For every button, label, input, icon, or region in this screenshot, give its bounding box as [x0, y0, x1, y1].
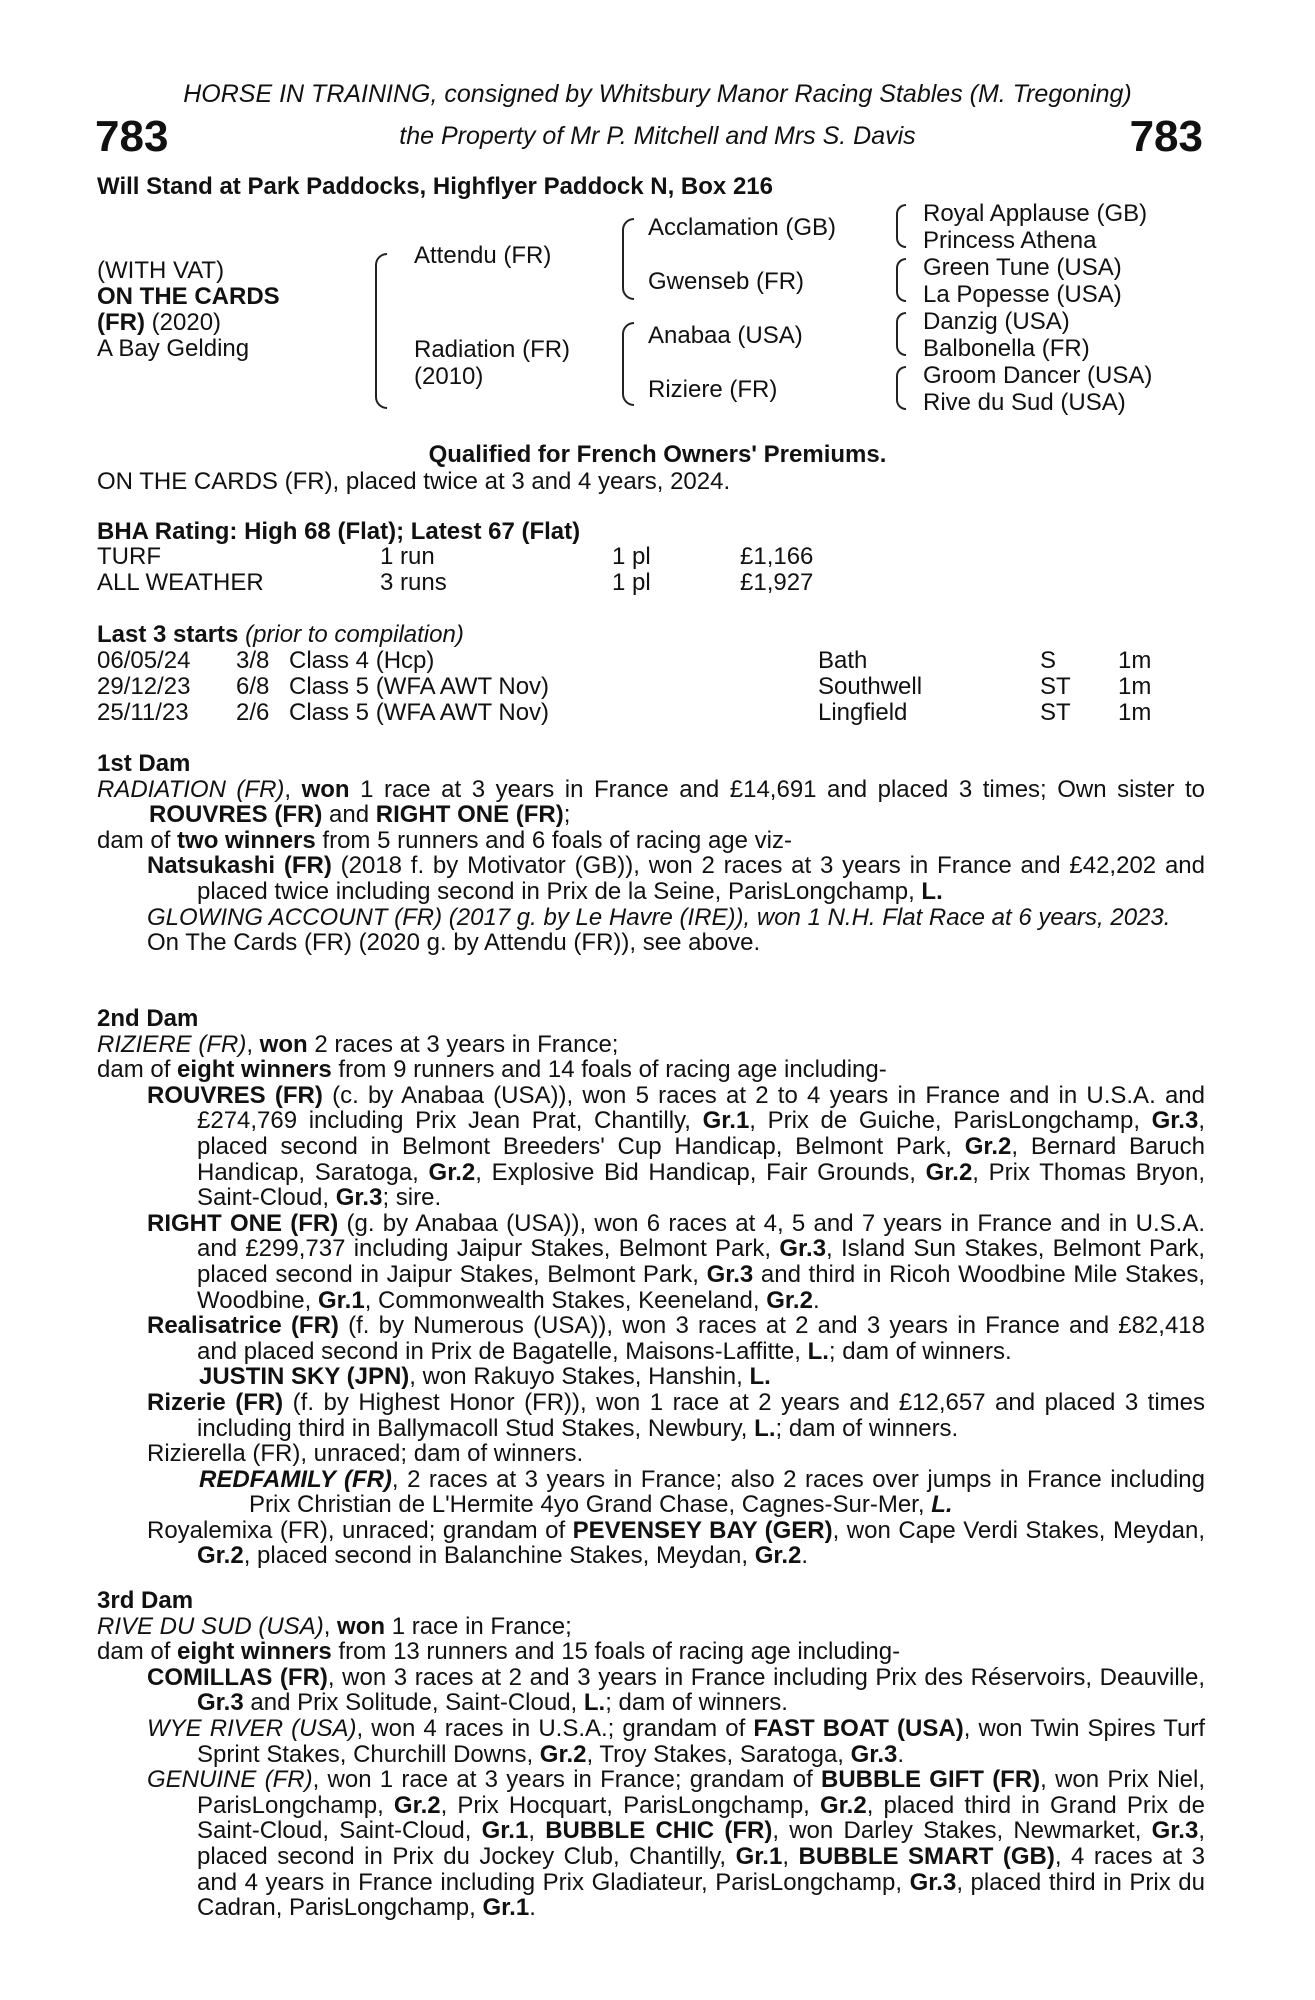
start-2-dist: 1m	[1118, 673, 1152, 700]
grade: Gr.1	[482, 1894, 530, 1922]
last-starts-title	[97, 622, 464, 648]
start-2-date: 29/12/23	[97, 673, 191, 700]
ggs-5: Danzig (USA)	[923, 308, 1070, 335]
rating-surface-2: ALL WEATHER	[97, 569, 264, 596]
text: dam of	[97, 826, 178, 854]
pedigree-brace-ggs3	[896, 312, 906, 356]
text: (f. by Numerous (USA)), won 3 races at 2 and 3 years in France and £82,418 and placed second in Prix de Bagatelle, Maisons-Laffitte,	[197, 1312, 1205, 1365]
text: ; sire.	[382, 1184, 442, 1212]
grade: Gr.2	[393, 1791, 441, 1819]
start-3-date: 25/11/23	[97, 699, 189, 726]
text: , won Cape Verdi Stakes, Meydan,	[832, 1516, 1205, 1544]
text: from 13 runners and 15 foals of racing age including-	[331, 1638, 901, 1666]
progeny-comillas	[147, 1665, 1205, 1716]
progeny-justin-sky	[199, 1364, 1205, 1390]
grade: Gr.2	[766, 1286, 813, 1314]
last-starts-note: (prior to compilation)	[238, 621, 464, 648]
start-3-going: ST	[1040, 699, 1071, 726]
text: , won 1 race at 3 years in France; grandam of	[312, 1766, 822, 1794]
start-3-pos: 2/6	[236, 699, 270, 726]
text: (c. by Anabaa (USA)), won 5 races at 2 to 4 years in France and in U.S.A. and £274,769 including Prix Jean Prat, Chantilly,	[197, 1081, 1205, 1135]
horse-name: ON THE CARDS	[97, 283, 280, 310]
text: ;	[563, 801, 571, 829]
horse-ref: ROUVRES (FR)	[149, 801, 323, 829]
text: .	[812, 1286, 820, 1314]
grandsire-2: Gwenseb (FR)	[648, 268, 805, 295]
progeny-realisatrice	[147, 1313, 1205, 1364]
start-2-pos: 6/8	[236, 673, 270, 700]
grade: Gr.1	[702, 1107, 750, 1135]
text: and third in Ricoh Woodbine Mile Stakes, Woodbine,	[197, 1260, 1206, 1314]
rating-prize-1: £1,166	[740, 543, 814, 570]
start-1-going: S	[1040, 647, 1057, 674]
horse-ref: RIGHT ONE (FR)	[375, 801, 564, 829]
text: , won Rakuyo Stakes, Hanshin,	[409, 1363, 750, 1391]
text: and Prix Solitude, Saint-Cloud,	[243, 1689, 584, 1717]
pedigree-brace-dam	[622, 322, 634, 406]
last-starts-heading: Last 3 starts	[97, 621, 239, 648]
start-3-race: Class 5 (WFA AWT Nov)	[289, 699, 550, 726]
progeny-redfamily	[199, 1467, 1205, 1518]
grade: Gr.2	[197, 1542, 244, 1570]
horse-ref: PEVENSEY BAY (GER)	[572, 1516, 833, 1544]
rating-surface-1: TURF	[97, 543, 161, 570]
grade: L.	[754, 1414, 776, 1442]
grade: Gr.2	[820, 1791, 867, 1819]
sire: Attendu (FR)	[414, 242, 552, 269]
ggs-2: Princess Athena	[923, 227, 1097, 254]
text: , placed second in Prix du Jockey Club, Chantilly,	[197, 1817, 1205, 1870]
start-1-course: Bath	[818, 647, 868, 674]
second-dam-record	[97, 1032, 1205, 1058]
pedigree-brace-main	[375, 253, 387, 409]
start-1-race: Class 4 (Hcp)	[289, 647, 435, 674]
horse-identity	[97, 258, 280, 362]
grade: L.	[931, 1491, 953, 1519]
text: from 5 runners and 6 foals of racing age viz-	[315, 826, 792, 854]
bha-rating: BHA Rating: High 68 (Flat); Latest 67 (Flat)	[97, 518, 581, 545]
grade: Gr.1	[481, 1817, 529, 1845]
horse-ref: REDFAMILY (FR)	[199, 1465, 392, 1493]
grade: Gr.2	[428, 1158, 476, 1186]
pedigree-brace-ggs1	[896, 204, 906, 248]
winners-count: eight winners	[177, 1056, 332, 1084]
progeny-right-one	[147, 1211, 1205, 1313]
second-dam-produce	[97, 1057, 1205, 1083]
text: , Commonwealth Stakes, Keeneland,	[364, 1286, 767, 1314]
first-dam-record	[97, 777, 1205, 828]
progeny-royalemixa	[147, 1518, 1205, 1569]
progeny-rouvres	[147, 1083, 1205, 1211]
first-dam-section	[97, 751, 1205, 956]
horse-ref: ROUVRES (FR)	[147, 1081, 323, 1109]
grade: Gr.3	[706, 1260, 754, 1288]
text: from 9 runners and 14 foals of racing age including-	[331, 1056, 887, 1084]
text: ,	[284, 775, 302, 803]
text: , placed third in Grand Prix de Saint-Cloud, Saint-Cloud,	[197, 1791, 1206, 1845]
ggs-1: Royal Applause (GB)	[923, 200, 1148, 227]
dam-year: (2010)	[414, 363, 484, 390]
horse-description: A Bay Gelding	[97, 335, 250, 362]
lot-number-left: 783	[95, 112, 169, 161]
won-label: won	[337, 1612, 386, 1640]
text: , 4 races at 3 and 4 years in France including Prix Gladiateur, ParisLongchamp,	[197, 1842, 1205, 1896]
dam-name: RIVE DU SUD (USA)	[97, 1612, 324, 1640]
text: Royalemixa (FR), unraced; grandam of	[147, 1516, 573, 1544]
text: and	[322, 801, 376, 829]
ggs-4: La Popesse (USA)	[923, 281, 1122, 308]
first-dam-title: 1st Dam	[97, 750, 191, 777]
text: .	[529, 1894, 536, 1922]
text: ; dam of winners.	[828, 1337, 1012, 1365]
text: dam of	[97, 1056, 178, 1084]
vat-note: (WITH VAT)	[97, 257, 225, 284]
text: , Explosive Bid Handicap, Fair Grounds,	[475, 1158, 926, 1186]
horse-suffix: (FR)	[97, 309, 145, 336]
dam-name: RIZIERE (FR)	[97, 1030, 247, 1058]
grade: L.	[921, 877, 943, 905]
start-2-course: Southwell	[818, 673, 923, 700]
grade: Gr.1	[317, 1286, 365, 1314]
text: , won Darley Stakes, Newmarket,	[772, 1817, 1152, 1845]
horse-ref: BUBBLE GIFT (FR)	[821, 1766, 1041, 1794]
progeny-glowing-account: GLOWING ACCOUNT (FR) (2017 g. by Le Havre (IRE)), won 1 N.H. Flat Race at 6 years, 2023.	[147, 903, 1171, 931]
text: .	[801, 1542, 809, 1570]
third-dam-record	[97, 1614, 1205, 1640]
grandsire-1: Acclamation (GB)	[648, 214, 837, 241]
text: ; dam of winners.	[605, 1689, 788, 1717]
horse-year: (2020)	[144, 309, 222, 336]
text: ,	[323, 1612, 338, 1640]
start-2-going: ST	[1040, 673, 1071, 700]
text: , won 3 races at 2 and 3 years in France including Prix des Réservoirs, Deauville,	[327, 1663, 1205, 1691]
grade: L.	[807, 1337, 829, 1365]
progeny-on-the-cards: On The Cards (FR) (2020 g. by Attendu (FR)), see above.	[147, 929, 761, 957]
horse-ref: WYE RIVER (USA)	[147, 1714, 357, 1742]
horse-ref: GENUINE (FR)	[147, 1766, 313, 1794]
winners-count: two winners	[177, 826, 316, 854]
winners-count: eight winners	[177, 1638, 332, 1666]
text: (g. by Anabaa (USA)), won 6 races at 4, 5 and 7 years in France and in U.S.A. and £299,737 including Jaipur Stakes, Belmont Park,	[197, 1209, 1206, 1263]
text: , Island Sun Stakes, Belmont Park, placed second in Jaipur Stakes, Belmont Park,	[197, 1235, 1205, 1288]
text: , won Twin Spires Turf Sprint Stakes, Churchill Downs,	[197, 1714, 1206, 1768]
text: ,	[782, 1842, 799, 1870]
grade: Gr.3	[1151, 1107, 1199, 1135]
text: .	[897, 1740, 905, 1768]
ggs-3: Green Tune (USA)	[923, 254, 1122, 281]
grade: Gr.3	[1151, 1817, 1199, 1845]
horse-ref: COMILLAS (FR)	[147, 1663, 328, 1691]
text: ; dam of winners.	[775, 1414, 959, 1442]
grade: Gr.1	[735, 1842, 783, 1870]
text: , Prix Thomas Bryon, Saint-Cloud,	[197, 1158, 1205, 1212]
rating-runs-2: 3 runs	[380, 569, 447, 596]
ggs-8: Rive du Sud (USA)	[923, 389, 1126, 416]
horse-ref: Realisatrice (FR)	[147, 1312, 339, 1340]
text: (2018 f. by Motivator (GB)), won 2 races at 3 years in France and £42,202 and placed twice including second in Prix de la Seine, ParisLongchamp,	[197, 852, 1205, 905]
horse-ref: BUBBLE SMART (GB)	[798, 1842, 1055, 1870]
second-dam-section	[97, 1006, 1205, 1569]
progeny-natsukashi	[147, 853, 1205, 904]
grade: Gr.3	[779, 1235, 827, 1263]
third-dam-section	[97, 1588, 1205, 1921]
ggs-6: Balbonella (FR)	[923, 335, 1090, 362]
text: 2 races at 3 years in France;	[307, 1030, 619, 1058]
text: , won Prix Niel, ParisLongchamp,	[197, 1766, 1205, 1819]
grade: Gr.3	[850, 1740, 898, 1768]
dam-name: RADIATION (FR)	[97, 775, 285, 803]
grade: Gr.3	[197, 1689, 244, 1717]
horse-ref: RIGHT ONE (FR)	[147, 1209, 339, 1237]
progeny-rizerie	[147, 1390, 1205, 1441]
won-label: won	[259, 1030, 308, 1058]
start-3-dist: 1m	[1118, 699, 1152, 726]
horse-ref: Natsukashi (FR)	[147, 852, 332, 880]
horse-summary: ON THE CARDS (FR), placed twice at 3 and 4 years, 2024.	[97, 468, 731, 495]
lot-number-right: 783	[1129, 112, 1203, 161]
start-3-course: Lingfield	[818, 699, 908, 726]
start-1-dist: 1m	[1118, 647, 1152, 674]
text: ,	[528, 1817, 546, 1845]
second-dam-title: 2nd Dam	[97, 1005, 199, 1032]
text: , won 4 races in U.S.A.; grandam of	[356, 1714, 754, 1742]
rating-runs-1: 1 run	[380, 543, 435, 570]
grade: Gr.3	[909, 1868, 957, 1896]
grade: L.	[749, 1363, 771, 1391]
first-dam-produce	[97, 828, 1205, 854]
consignor-line: HORSE IN TRAINING, consigned by Whitsbury Manor Racing Stables (M. Tregoning)	[183, 80, 1132, 108]
pedigree-brace-ggs4	[896, 366, 906, 410]
horse-ref: BUBBLE CHIC (FR)	[545, 1817, 773, 1845]
third-dam-title: 3rd Dam	[97, 1587, 194, 1614]
text: dam of	[97, 1638, 178, 1666]
text: , placed third in Prix du Cadran, ParisLongchamp,	[197, 1868, 1206, 1922]
grandsire-4: Riziere (FR)	[648, 376, 778, 403]
text: 1 race at 3 years in France and £14,691 and placed 3 times; Own sister to	[349, 775, 1205, 803]
premium-note: Qualified for French Owners' Premiums.	[428, 441, 887, 468]
won-label: won	[301, 775, 350, 803]
start-1-pos: 3/8	[236, 647, 270, 674]
text: , placed second in Balanchine Stakes, Meydan,	[243, 1542, 755, 1570]
start-1-date: 06/05/24	[97, 647, 191, 674]
grade: Gr.3	[335, 1184, 383, 1212]
start-2-race: Class 5 (WFA AWT Nov)	[289, 673, 550, 700]
text: , placed second in Belmont Breeders' Cup Handicap, Belmont Park,	[197, 1107, 1205, 1160]
ggs-7: Groom Dancer (USA)	[923, 362, 1153, 389]
stand-location: Will Stand at Park Paddocks, Highflyer Paddock N, Box 216	[97, 173, 773, 200]
rating-pl-1: 1 pl	[612, 543, 651, 570]
grade: Gr.2	[539, 1740, 587, 1768]
property-line: the Property of Mr P. Mitchell and Mrs S. Davis	[399, 122, 916, 150]
rating-prize-2: £1,927	[740, 569, 814, 596]
grade: Gr.2	[964, 1132, 1012, 1160]
progeny-genuine	[147, 1767, 1205, 1921]
pedigree-brace-sire	[622, 218, 634, 300]
progeny-wye-river	[147, 1716, 1205, 1767]
dam: Radiation (FR)	[414, 336, 571, 363]
grade: L.	[583, 1689, 606, 1717]
grade: Gr.2	[925, 1158, 973, 1186]
horse-suffix-year	[97, 310, 280, 336]
horse-ref: FAST BOAT (USA)	[753, 1714, 964, 1742]
grade: Gr.2	[754, 1542, 802, 1570]
horse-ref: Rizerie (FR)	[147, 1388, 284, 1416]
text: , Prix de Guiche, ParisLongchamp,	[749, 1107, 1152, 1135]
grandsire-3: Anabaa (USA)	[648, 322, 803, 349]
text: , 2 races at 3 years in France; also 2 races over jumps in France including Prix Christian de L'Hermite 4yo Grand Chase, Cagnes-Sur-Mer,	[249, 1465, 1205, 1519]
text: , Prix Hocquart, ParisLongchamp,	[440, 1791, 820, 1819]
text: , Bernard Baruch Handicap, Saratoga,	[197, 1132, 1205, 1186]
text: 1 race in France;	[385, 1612, 572, 1640]
text: (f. by Highest Honor (FR)), won 1 race at 2 years and £12,657 and placed 3 times including third in Ballymacoll Stud Stakes, Newbury,	[197, 1388, 1205, 1442]
text: ,	[246, 1030, 260, 1058]
third-dam-produce	[97, 1639, 1205, 1665]
progeny-rizierella: Rizierella (FR), unraced; dam of winners.	[147, 1440, 584, 1468]
rating-pl-2: 1 pl	[612, 569, 651, 596]
horse-ref: JUSTIN SKY (JPN)	[199, 1363, 410, 1391]
text: , Troy Stakes, Saratoga,	[586, 1740, 851, 1768]
pedigree-brace-ggs2	[896, 258, 906, 302]
